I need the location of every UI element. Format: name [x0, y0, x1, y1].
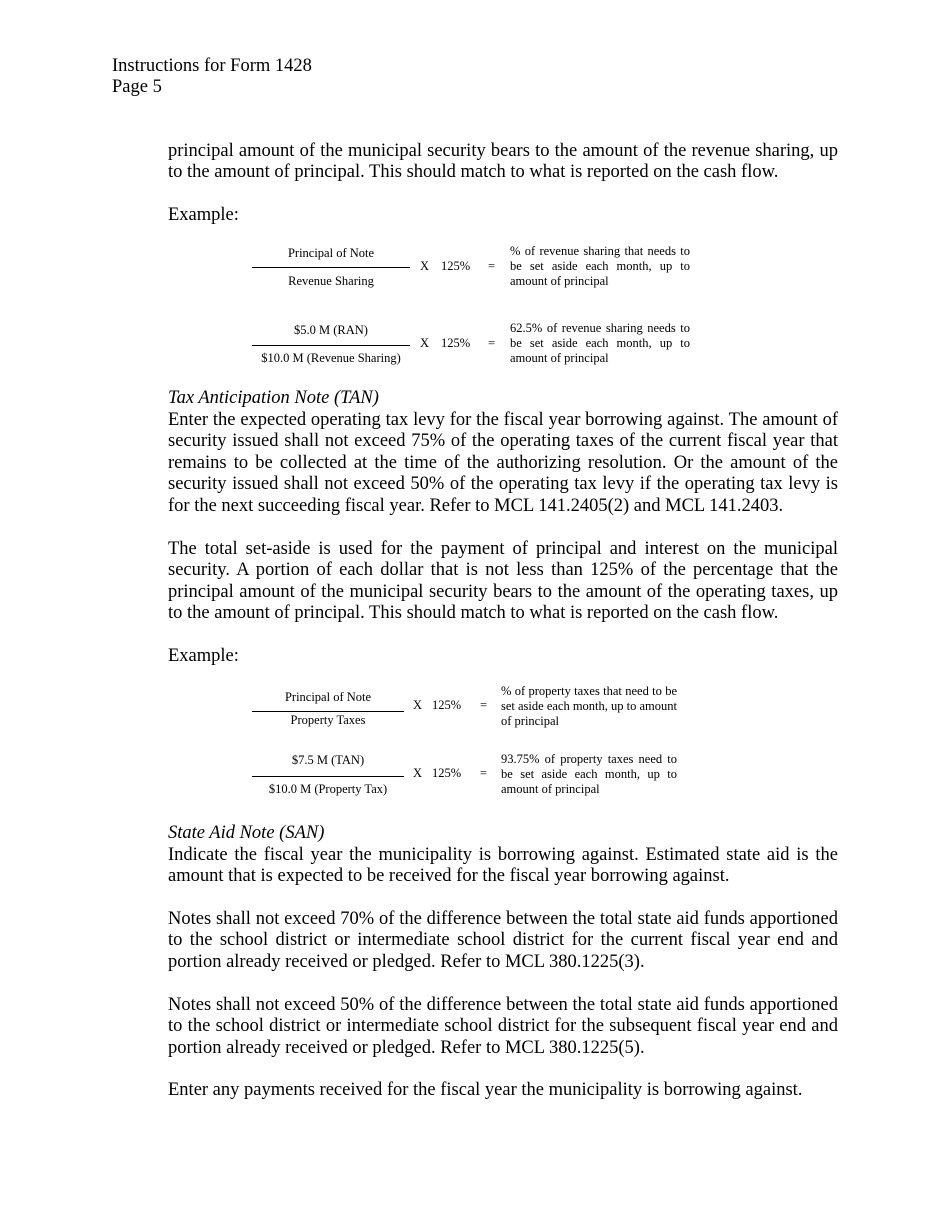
san-paragraph-2: Notes shall not exceed 70% of the difference between the total state aid funds apportioned to the school district or intermediate school district for the current fiscal year end and portion already received or pledged. Refer to MCL 380.1225(3).: [168, 909, 838, 972]
times-sign: X: [420, 259, 430, 273]
ran-numerator-2: $5.0 M (RAN): [294, 323, 368, 337]
equals-sign: =: [480, 766, 488, 780]
percent-factor: 125%: [441, 336, 471, 350]
intro-line-2: to the amount of principal. This should match to what is reported on the cash flow.: [168, 162, 779, 183]
san-paragraph-4: Enter any payments received for the fiscal year the municipality is borrowing against.: [168, 1080, 803, 1100]
ran-numerator-1: Principal of Note: [287, 246, 375, 260]
tan-heading: Tax Anticipation Note (TAN): [168, 388, 379, 408]
san-heading: State Aid Note (SAN): [168, 823, 325, 843]
ran-denominator-1: Revenue Sharing: [288, 274, 374, 288]
equals-sign: =: [488, 336, 496, 350]
page-number: Page 5: [112, 77, 162, 97]
fraction-line: [252, 776, 404, 777]
percent-factor: 125%: [432, 766, 462, 780]
ran-denominator-2: $10.0 M (Revenue Sharing): [261, 351, 401, 365]
tan-result-1: % of property taxes that need to be set aside each month, up to amount of principal: [501, 684, 678, 728]
equals-sign: =: [480, 698, 488, 712]
fraction-line: [252, 345, 410, 346]
tan-denominator-1: Property Taxes: [290, 713, 366, 727]
tan-numerator-1: Principal of Note: [284, 690, 372, 704]
tan-paragraph-1: Enter the expected operating tax levy for the fiscal year borrowing against. The amount of security issued shall not exceed 75% of the operating taxes of the current fiscal year that remains to be collected at the time of the authorizing resolution. Or the amount of the security issued shall not exceed 50% of the operating tax levy if the operating tax levy is for the next succeeding fiscal year. Refer to MCL 141.2405(2) and MCL 141.2403.: [168, 410, 838, 516]
san-paragraph-3: Notes shall not exceed 50% of the difference between the total state aid funds apportioned to the school district or intermediate school district for the subsequent fiscal year end and portion already received or pledged. Refer to MCL 380.1225(5).: [168, 995, 838, 1058]
ran-example-label: Example:: [168, 205, 239, 225]
tan-numerator-2: $7.5 M (TAN): [291, 753, 365, 767]
tan-example-label: Example:: [168, 646, 239, 666]
intro-line-1: principal amount of the municipal security bears to the amount of the revenue sharing, up: [168, 141, 838, 161]
times-sign: X: [420, 336, 430, 350]
tan-result-2: 93.75% of property taxes need to be set aside each month, up to amount of principal: [501, 752, 677, 796]
ran-result-1: % of revenue sharing that needs to be set aside each month, up to amount of principal: [510, 244, 690, 288]
equals-sign: =: [488, 259, 496, 273]
times-sign: X: [413, 698, 423, 712]
fraction-line: [252, 267, 410, 268]
san-paragraph-1: Indicate the fiscal year the municipality is borrowing against. Estimated state aid is the amount that is expected to be received for the fiscal year borrowing against.: [168, 845, 838, 887]
fraction-line: [252, 711, 404, 712]
tan-denominator-2: $10.0 M (Property Tax): [268, 782, 388, 796]
intro-paragraph: [168, 141, 838, 184]
form-title: Instructions for Form 1428: [112, 56, 312, 76]
percent-factor: 125%: [441, 259, 471, 273]
page-header: [112, 56, 312, 98]
tan-paragraph-2: The total set-aside is used for the payment of principal and interest on the municipal security. A portion of each dollar that is not less than 125% of the percentage that the principal amount of the municipal security bears to the amount of the operating taxes, up to the amount of principal. This should match to what is reported on the cash flow.: [168, 539, 838, 624]
ran-result-2: 62.5% of revenue sharing needs to be set aside each month, up to amount of principal: [510, 321, 690, 365]
percent-factor: 125%: [432, 698, 462, 712]
times-sign: X: [413, 766, 423, 780]
